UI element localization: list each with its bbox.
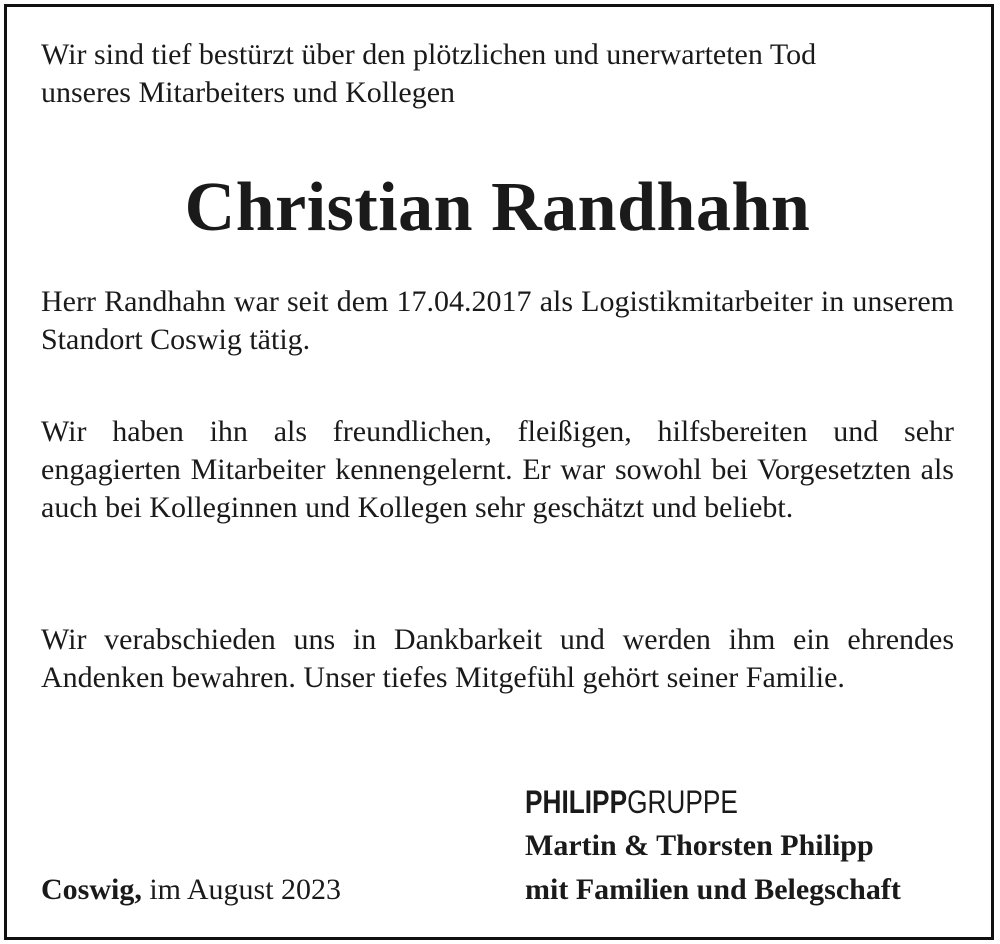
company-logo — [525, 783, 738, 821]
tribute-paragraph: Wir haben ihn als freundlichen, fleißigen, hilfsbereiten und sehr engagierten Mitarbeiter kennengelernt. Er war sowohl bei Vorgesetzten als auch bei Kolleginnen und Kollegen sehr geschätzt und beliebt. — [41, 415, 954, 524]
place-and-date — [41, 871, 341, 909]
employment-paragraph: Herr Randhahn war seit dem 17.04.2017 als Logistikmitarbeiter in unserem Standort Coswig tätig. — [41, 285, 954, 356]
obituary-notice — [41, 36, 954, 906]
deceased-name: Christian Randhahn — [184, 169, 811, 246]
signature-names: Martin & Thorsten Philipp — [525, 829, 874, 862]
intro-line-1: Wir sind tief bestürzt über den plötzlichen und unerwarteten Tod — [41, 38, 817, 71]
logo-bold-text: PHILIPP — [525, 784, 628, 820]
place-city: Coswig, — [41, 873, 142, 906]
farewell-paragraph: Wir verabschieden uns in Dankbarkeit und werden ihm ein ehrendes Andenken bewahren. Unser tiefes Mitgefühl gehört seiner Familie. — [41, 623, 954, 694]
date-text: im August 2023 — [141, 873, 342, 906]
signature-families: mit Familien und Belegschaft — [525, 873, 901, 906]
intro-line-2: unseres Mitarbeiters und Kollegen — [41, 76, 456, 109]
logo-light-text: GRUPPE — [627, 784, 738, 820]
intro-text — [41, 36, 954, 112]
